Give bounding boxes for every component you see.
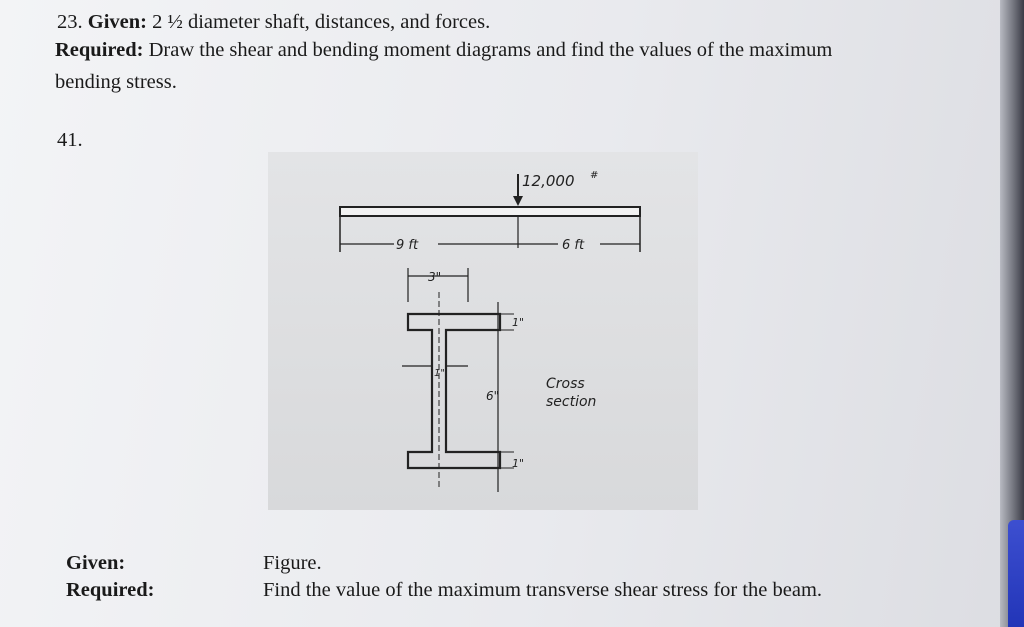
dim-height: 6" (486, 389, 500, 403)
problem-heading (57, 10, 490, 34)
span-left-label: 9 ft (396, 238, 419, 253)
given-text: 2 ½ diameter shaft, distances, and forces. (152, 11, 491, 33)
dim-top-flange: 1" (512, 316, 525, 329)
beam-diagram (268, 152, 698, 510)
subproblem-number: 41. (57, 129, 83, 151)
span-right-label: 6 ft (562, 238, 585, 253)
beam-figure (268, 152, 698, 510)
footer-required-value: Find the value of the maximum transverse shear stress for the beam. (263, 579, 823, 601)
required-line (55, 38, 832, 62)
required-line-2: bending stress. (55, 71, 177, 93)
load-label: 12,000 (522, 172, 575, 190)
section-label-2: section (546, 394, 597, 410)
load-arrow-head (513, 196, 523, 206)
dim-flange-width: 3" (428, 270, 442, 284)
footer-required-label: Required: (66, 579, 155, 601)
footer-given-value: Figure. (263, 552, 322, 574)
dim-web: 1" (434, 368, 445, 379)
required-text: Draw the shear and bending moment diagrams and find the values of the maximum (148, 39, 833, 61)
footer-given-label: Given: (66, 552, 126, 574)
given-label: Given: (87, 11, 147, 33)
required-label: Required: (55, 39, 144, 61)
beam (340, 207, 640, 216)
section-label-1: Cross (546, 376, 585, 392)
dim-bottom-flange: 1" (512, 457, 525, 470)
problem-number: 23. (57, 11, 83, 33)
load-unit-mark: # (590, 170, 599, 181)
screen-edge-accent (1008, 520, 1024, 627)
